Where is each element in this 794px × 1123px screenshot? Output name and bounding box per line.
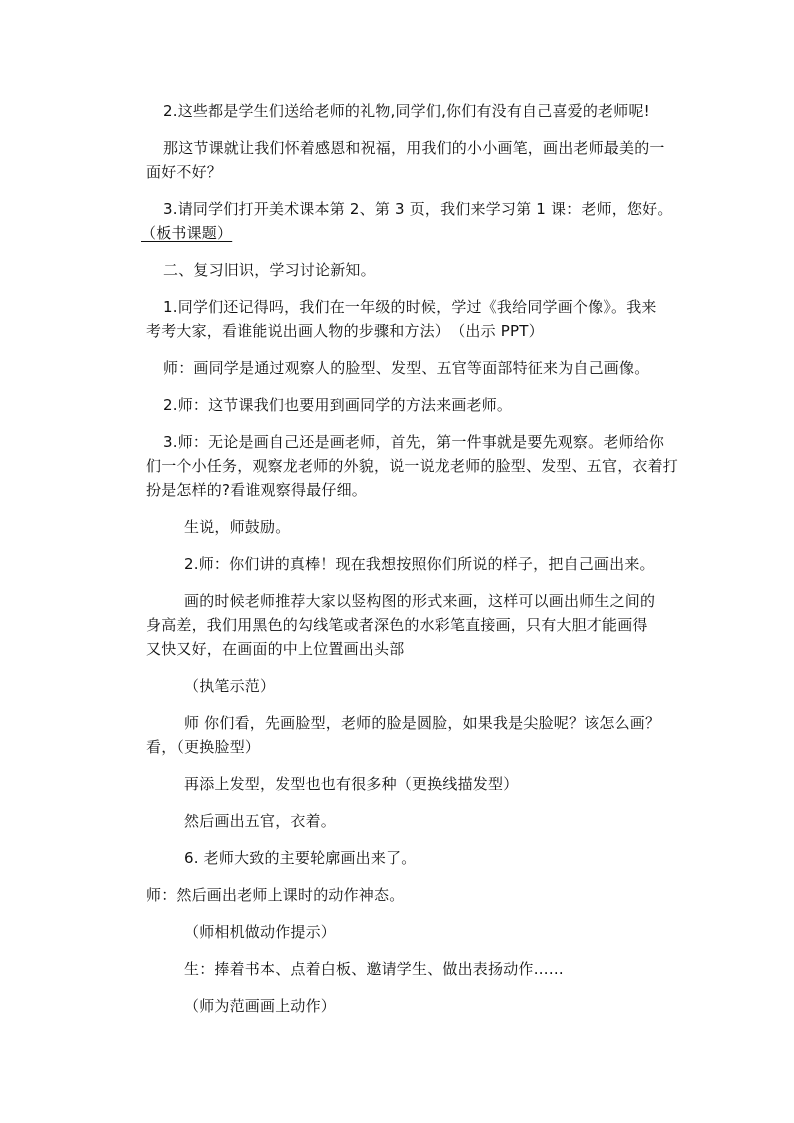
paragraph-line: 3.请同学们打开美术课本第 2、第 3 页，我们来学习第 1 课：老师，您好。 (163, 200, 673, 218)
paragraph-line: 画的时候老师推荐大家以竖构图的形式来画，这样可以画出师生之间的 (184, 592, 656, 610)
paragraph-line: 扮是怎样的?看谁观察得最仔细。 (146, 481, 367, 499)
paragraph-line: 们一个小任务，观察龙老师的外貌，说一说龙老师的脸型、发型、五官，衣着打 (146, 457, 679, 475)
paragraph-line: 2.师：这节课我们也要用到画同学的方法来画老师。 (163, 396, 513, 414)
paragraph-line: 师：然后画出老师上课时的动作神态。 (146, 886, 405, 904)
paragraph-line: 那这节课就让我们怀着感恩和祝福，用我们的小小画笔，画出老师最美的一 (163, 139, 665, 157)
board-title-note: （板书课题） (141, 224, 233, 242)
paragraph-line: （师为范画画上动作） (184, 997, 337, 1015)
paragraph-line: 6. 老师大致的主要轮廓画出来了。 (184, 849, 417, 867)
paragraph-line: 3.师：无论是画自己还是画老师，首先，第一件事就是要先观察。老师给你 (163, 433, 665, 451)
paragraph-line: 2.这些都是学生们送给老师的礼物,同学们,你们有没有自己喜爱的老师呢! (163, 102, 650, 120)
paragraph-line: 生：捧着书本、点着白板、邀请学生、做出表扬动作…… (184, 960, 565, 978)
paragraph-line: 生说，师鼓励。 (184, 518, 291, 536)
paragraph-line: 师：画同学是通过观察人的脸型、发型、五官等面部特征来为自己画像。 (163, 359, 650, 377)
paragraph-line: 2.师：你们讲的真棒！现在我想按照你们所说的样子，把自己画出来。 (184, 555, 655, 573)
paragraph-line: 1.同学们还记得吗，我们在一年级的时候，学过《我给同学画个像》。我来 (163, 298, 657, 316)
section-heading: 二、复习旧识，学习讨论新知。 (163, 261, 376, 279)
paragraph-line: 又快又好，在画面的中上位置画出头部 (146, 640, 405, 658)
paragraph-line: 再添上发型，发型也也有很多种（更换线描发型） (184, 775, 519, 793)
paragraph-line: 看，（更换脸型） (146, 738, 261, 756)
paragraph-line: （师相机做动作提示） (184, 923, 337, 941)
paragraph-line: （执笔示范） (184, 677, 276, 695)
paragraph-line: 身高差，我们用黑色的勾线笔或者深色的水彩笔直接画，只有大胆才能画得 (146, 616, 648, 634)
paragraph-line: 师 你们看，先画脸型，老师的脸是圆脸，如果我是尖脸呢？该怎么画？ (184, 714, 661, 732)
paragraph-line: 面好不好？ (146, 163, 223, 181)
paragraph-line: 然后画出五官，衣着。 (184, 812, 337, 830)
paragraph-line: 考考大家，看谁能说出画人物的步骤和方法） （出示 PPT） (146, 322, 544, 340)
